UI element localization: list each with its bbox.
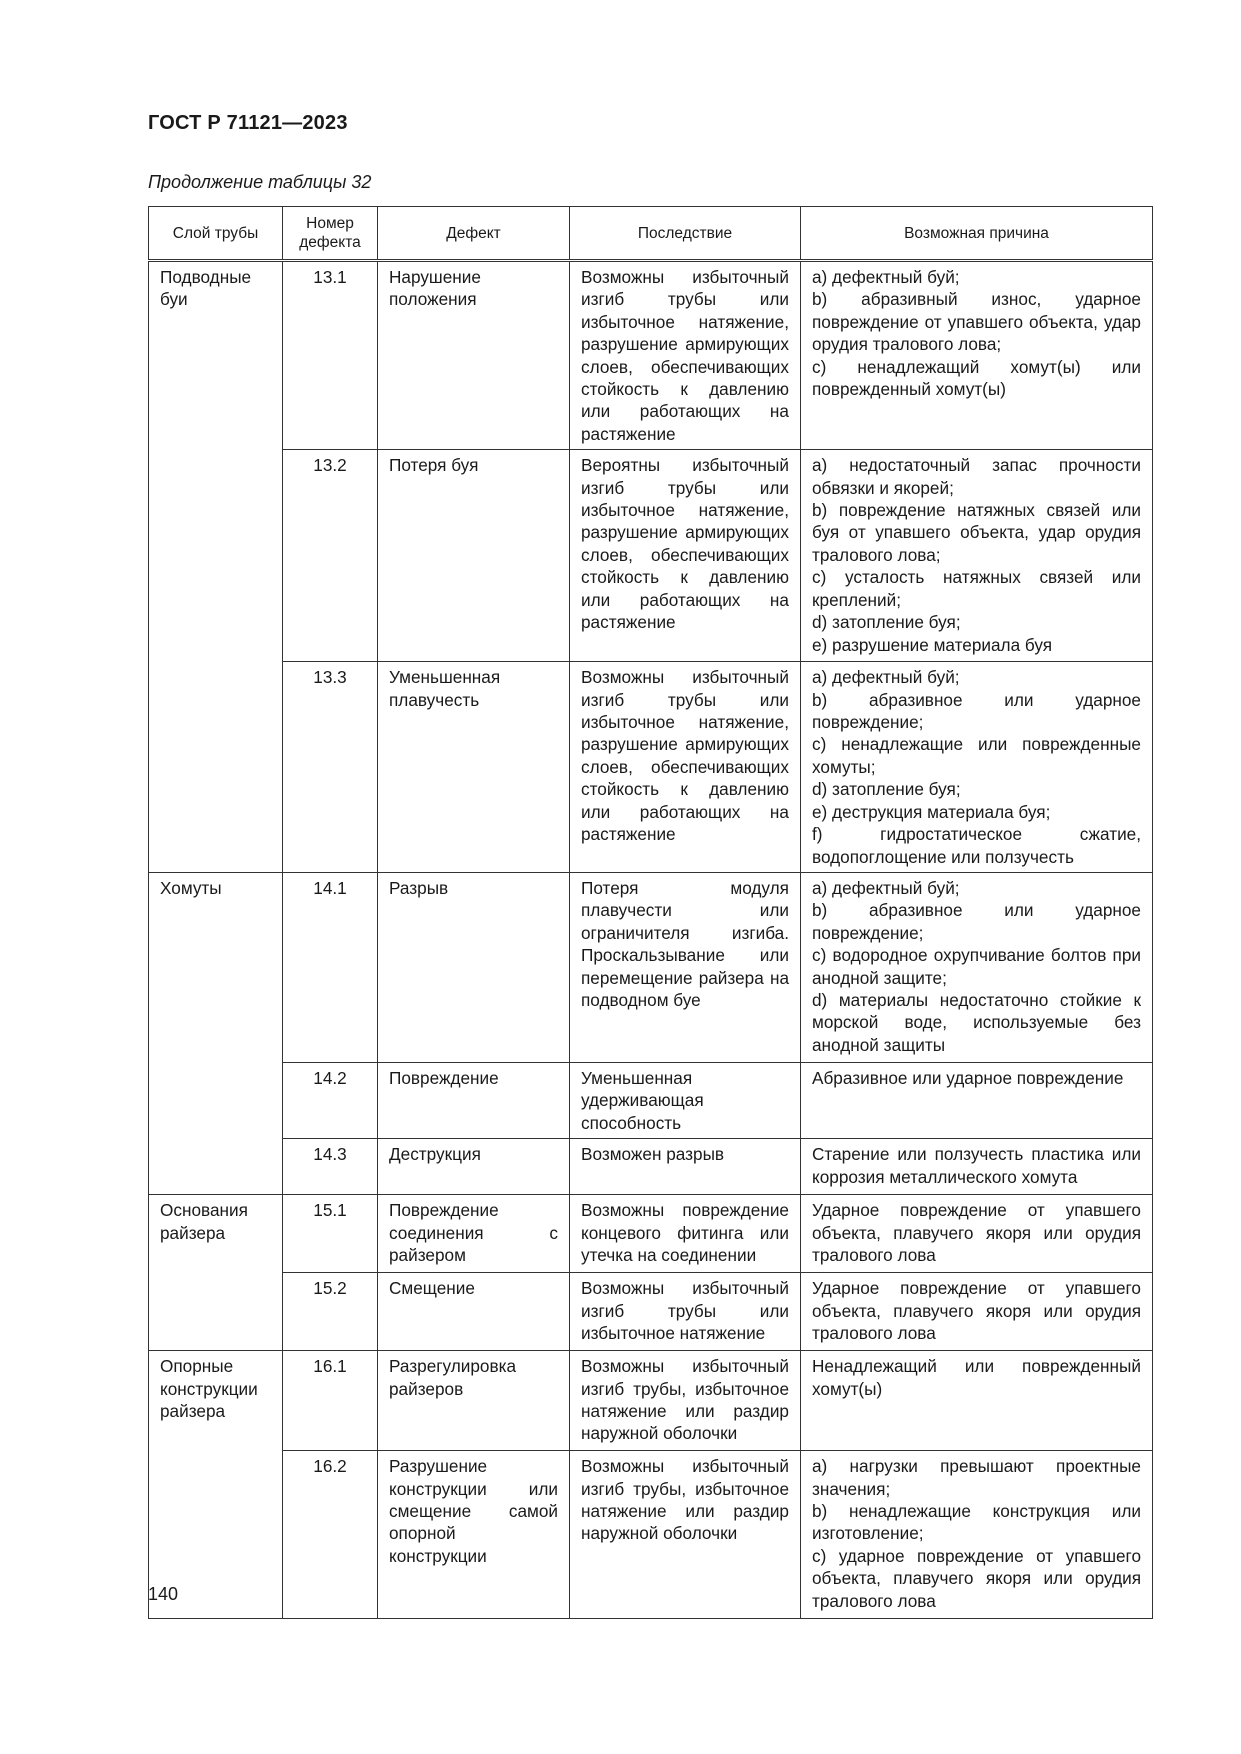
consequence-cell: Возможны избыточный изгиб трубы или избыточное натяжение, разрушение армирующих слоев, обеспечивающих стойкость к давлению или работающих на растяжение [570,662,801,873]
defect-number: 13.3 [283,662,378,873]
cause-item: c) ненадлежащий хомут(ы) или поврежденный хомут(ы) [812,356,1141,400]
cause-item: e) деструкция материала буя; [812,801,1051,822]
defect-number: 14.3 [283,1139,378,1195]
defect-cell: Деструкция [378,1139,570,1195]
table-row [149,1139,1153,1195]
cause-item: a) недостаточный запас прочности обвязки и якорей; [812,455,1141,498]
table-row [149,1195,1153,1273]
defect-cell: Повреждение соединения с райзером [378,1195,570,1273]
consequence-cell: Возможны повреждение концевого фитинга или утечка на соединении [570,1195,801,1273]
cause-cell [801,1351,1153,1451]
cause-item: c) водородное охрупчивание болтов при анодной защите; [812,945,1141,988]
layer-cell: Подводные буи [149,261,283,873]
consequence-cell: Возможны избыточный изгиб трубы, избыточное натяжение или раздир наружной оболочки [570,1451,801,1619]
defect-cell: Разрегулировка райзеров [378,1351,570,1451]
consequence-cell: Возможны избыточный изгиб трубы или избыточное натяжение [570,1273,801,1351]
cause-cell [801,1451,1153,1619]
cause-item: a) нагрузки превышают проектные значения; [812,1456,1141,1499]
defect-number: 16.2 [283,1451,378,1619]
cause-item: b) абразивный износ, ударное повреждение от упавшего объекта, удар орудия тралового лова; [812,289,1141,355]
column-header-consequence: Последствие [570,207,801,261]
defect-cell: Смещение [378,1273,570,1351]
defect-number: 16.1 [283,1351,378,1451]
cause-item: b) повреждение натяжных связей или буя от упавшего объекта, удар орудия тралового лова; [812,500,1141,565]
table-caption: Продолжение таблицы 32 [148,172,372,192]
defect-cell: Потеря буя [378,450,570,662]
column-header-number: Номер дефекта [283,207,378,261]
table-row [149,662,1153,873]
table-row [149,450,1153,662]
defect-number: 14.2 [283,1062,378,1138]
cause-item: c) усталость натяжных связей или креплений; [812,567,1141,610]
cause-item: b) ненадлежащие конструкция или изготовление; [812,1500,1141,1544]
layer-cell: Хомуты [149,872,283,1194]
cause-item: Абразивное или ударное повреждение [812,1067,1124,1088]
consequence-cell: Возможны избыточный изгиб трубы, избыточное натяжение или раздир наружной оболочки [570,1351,801,1451]
column-header-cause: Возможная причина [801,207,1153,261]
cause-item: e) разрушение материала буя [812,634,1053,655]
defect-number: 15.2 [283,1273,378,1351]
cause-item: c) ударное повреждение от упавшего объекта, плавучего якоря или орудия тралового лова [812,1545,1141,1611]
layer-cell: Опорные конструкции райзера [149,1351,283,1619]
layer-cell: Основания райзера [149,1195,283,1351]
cause-item: d) затопление буя; [812,779,961,800]
column-header-layer: Слой трубы [149,207,283,261]
cause-item: c) ненадлежащие или поврежденные хомуты; [812,734,1141,777]
defect-cell: Разрушение конструкции или смещение самой опорной конструкции [378,1451,570,1619]
defect-cell: Разрыв [378,872,570,1062]
consequence-cell: Вероятны избыточный изгиб трубы или избыточное натяжение, разрушение армирующих слоев, обеспечивающих стойкость к давлению или работающих на растяжение [570,450,801,662]
table-row [149,872,1153,1062]
defects-table [148,206,1153,1619]
defect-number: 15.1 [283,1195,378,1273]
table-row [149,1273,1153,1351]
cause-cell [801,1273,1153,1351]
cause-item: Ударное повреждение от упавшего объекта, плавучего якоря или орудия тралового лова [812,1200,1141,1265]
defect-number: 13.2 [283,450,378,662]
cause-cell [801,1195,1153,1273]
cause-cell [801,872,1153,1062]
cause-item: Ненадлежащий или поврежденный хомут(ы) [812,1356,1141,1399]
document-code: ГОСТ Р 71121—2023 [148,112,348,134]
defect-cell: Повреждение [378,1062,570,1138]
cause-item: d) затопление буя; [812,612,961,633]
column-header-defect: Дефект [378,207,570,261]
cause-item: b) абразивное или ударное повреждение; [812,900,1141,943]
cause-item: a) дефектный буй; [812,877,960,898]
cause-cell [801,450,1153,662]
cause-item: f) гидростатическое сжатие, водопоглощение или ползучесть [812,824,1141,867]
cause-item: a) дефектный буй; [812,267,960,287]
cause-item: d) материалы недостаточно стойкие к морской воде, используемые без анодной защиты [812,989,1141,1055]
cause-item: Ударное повреждение от упавшего объекта, плавучего якоря или орудия тралового лова [812,1278,1141,1343]
consequence-cell: Возможен разрыв [570,1139,801,1195]
table-row [149,1451,1153,1619]
cause-cell [801,261,1153,450]
table-row [149,1062,1153,1138]
defect-number: 14.1 [283,872,378,1062]
cause-item: a) дефектный буй; [812,667,960,688]
consequence-cell: Уменьшенная удерживающая способность [570,1062,801,1138]
cause-cell [801,1062,1153,1138]
consequence-cell: Возможны избыточный изгиб трубы или избыточное натяжение, разрушение армирующих слоев, обеспечивающих стойкость к давлению или работающих на растяжение [570,261,801,450]
defect-number: 13.1 [283,261,378,450]
cause-item: Старение или ползучесть пластика или коррозия металлического хомута [812,1144,1141,1187]
cause-cell [801,1139,1153,1195]
defect-cell: Уменьшенная плавучесть [378,662,570,873]
cause-cell [801,662,1153,873]
table-row [149,1351,1153,1451]
table-row [149,261,1153,450]
cause-item: b) абразивное или ударное повреждение; [812,689,1141,733]
page-number: 140 [148,1584,179,1604]
consequence-cell: Потеря модуля плавучести или ограничителя изгиба. Проскальзывание или перемещение райзера на подводном буе [570,872,801,1062]
defect-cell: Нарушение положения [378,261,570,450]
table-header-row [149,207,1153,261]
